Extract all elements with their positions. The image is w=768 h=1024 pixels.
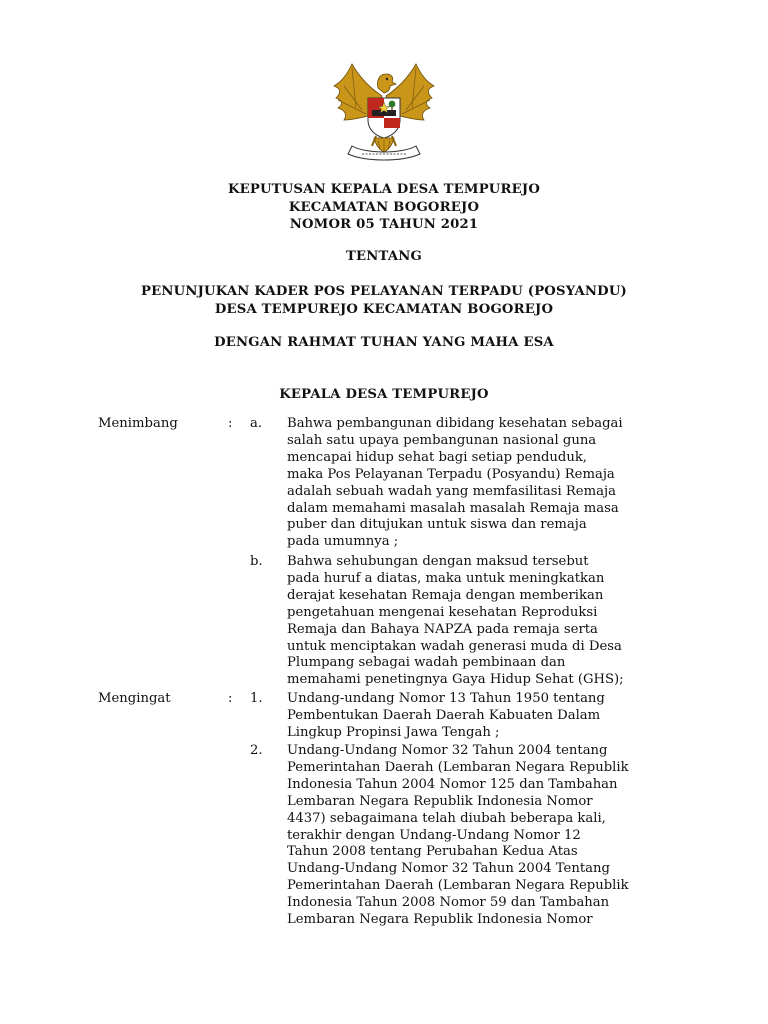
official-heading: KEPALA DESA TEMPUREJO [279,387,489,402]
section-label-menimbang: Menimbang [98,416,178,431]
text-line: 4437) sebagaimana telah diubah beberapa kali, [287,810,606,826]
text-line: Pemerintahan Daerah (Lembaran Negara Republik [287,878,629,894]
rahmat-heading: DENGAN RAHMAT TUHAN YANG MAHA ESA [214,335,554,350]
decree-title [0,181,768,234]
title-line-1: KEPUTUSAN KEPALA DESA TEMPUREJO [227,182,541,197]
text-line: Undang-Undang Nomor 32 Tahun 2004 tentang [287,743,608,758]
garuda-pancasila-emblem [322,58,446,166]
item-marker-2: 2. [250,743,263,758]
text-line: terakhir dengan Undang-Undang Nomor 12 [287,827,581,843]
text-line: Tahun 2008 tentang Perubahan Kedua Atas [287,844,578,860]
text-line: maka Pos Pelayanan Terpadu (Posyandu) Remaja [287,466,615,482]
paragraph-mengingat-1 [287,691,672,742]
item-marker-1: 1. [250,691,263,706]
text-line: Lingkup Propinsi Jawa Tengah ; [287,724,500,740]
text-line: Bahwa pembangunan dibidang kesehatan sebagai [287,416,623,431]
text-line: Bahwa sehubungan dengan maksud tersebut [287,554,589,569]
text-line: mencapai hidup sehat bagi setiap penduduk, [287,449,587,465]
section-colon: : [228,416,233,431]
decree-subject [0,283,768,318]
tentang-heading: TENTANG [346,249,422,264]
text-line: dalam memahami masalah masalah Remaja masa [287,500,619,516]
paragraph-menimbang-a [287,416,672,551]
text-line: Indonesia Tahun 2004 Nomor 125 dan Tambahan [287,776,618,792]
text-line: Pembentukan Daerah Daerah Kabuaten Dalam [287,707,601,723]
text-line: pada umumnya ; [287,534,399,550]
text-line: untuk menciptakan wadah generasi muda di Desa [287,638,622,654]
paragraph-menimbang-b [287,554,672,689]
text-line: memahami penetingnya Gaya Hidup Sehat (GHS); [287,672,624,688]
subject-line-2: DESA TEMPUREJO KECAMATAN BOGOREJO [214,301,554,317]
text-line: pada huruf a diatas, maka untuk meningkatkan [287,570,605,586]
text-line: Indonesia Tahun 2008 Nomor 59 dan Tambahan [287,895,610,911]
section-colon: : [228,691,233,706]
text-line: Lembaran Negara Republik Indonesia Nomor [287,912,593,928]
text-line: Remaja dan Bahaya NAPZA pada remaja serta [287,621,598,637]
text-line: Undang-undang Nomor 13 Tahun 1950 tentang [287,691,605,706]
title-line-2: KECAMATAN BOGOREJO [288,199,480,215]
text-line: puber dan ditujukan untuk siswa dan remaja [287,517,587,533]
item-marker-a: a. [250,416,263,431]
text-line: Pemerintahan Daerah (Lembaran Negara Republik [287,759,629,775]
paragraph-mengingat-2 [287,743,672,929]
text-line: salah satu upaya pembangunan nasional guna [287,432,597,448]
text-line: Undang-Undang Nomor 32 Tahun 2004 Tentang [287,861,610,877]
text-line: pengetahuan mengenai kesehatan Reproduksi [287,604,598,620]
title-line-3: NOMOR 05 TAHUN 2021 [289,217,479,232]
text-line: Lembaran Negara Republik Indonesia Nomor [287,793,593,809]
text-line: derajat kesehatan Remaja dengan memberikan [287,587,604,603]
text-line: adalah sebuah wadah yang memfasilitasi Remaja [287,483,616,499]
section-label-mengingat: Mengingat [98,691,171,706]
subject-line-1: PENUNJUKAN KADER POS PELAYANAN TERPADU (POSYANDU) [141,284,627,299]
text-line: Plumpang sebagai wadah pembinaan dan [287,655,566,671]
item-marker-b: b. [250,554,263,569]
